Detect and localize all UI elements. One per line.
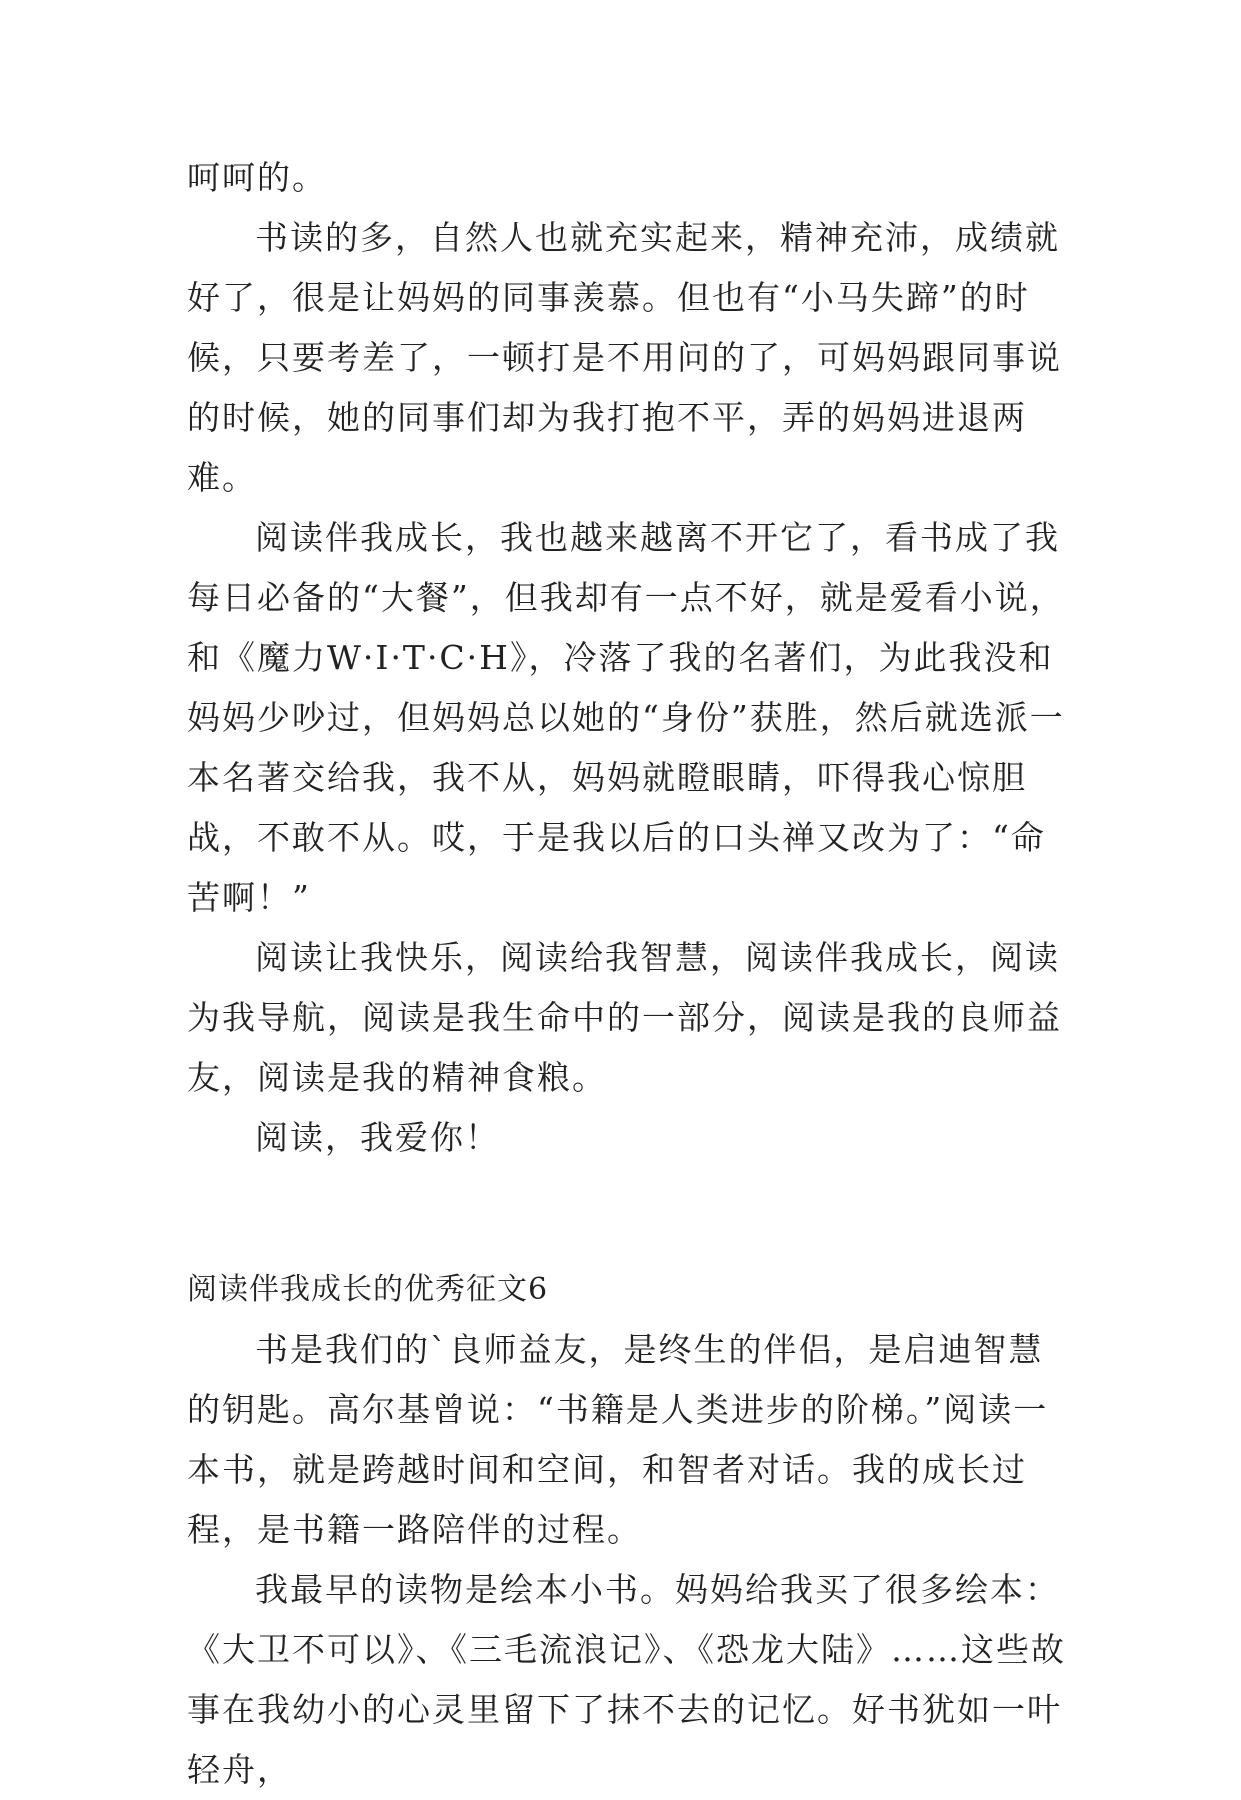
section-gap [187, 1168, 1067, 1260]
paragraph: 书读的多，自然人也就充实起来，精神充沛，成绩就好了，很是让妈妈的同事羡慕。但也有“小马失蹄”的时候，只要考差了，一顿打是不用问的了，可妈妈跟同事说的时候，她的同事们却为我打抱不平，弄的妈妈进退两难。 [187, 218, 1062, 497]
paragraph: 阅读伴我成长，我也越来越离不开它了，看书成了我每日必备的“大餐”，但我却有一点不好，就是爱看小说，和《魔力W·I·T·C·H》，冷落了我的名著们，为此我没和妈妈少吵过，但妈妈总以她的“身份”获胜，然后就选派一本名著交给我，我不从，妈妈就瞪眼睛，吓得我心惊胆战，不敢不从。哎，于是我以后的口头禅又改为了：“命苦啊！” [187, 518, 1065, 917]
document-body [187, 148, 1067, 1800]
paragraph: 阅读，我爱你！ [255, 1118, 500, 1157]
section-title: 阅读伴我成长的优秀征文6 [187, 1272, 549, 1307]
paragraph: 阅读让我快乐，阅读给我智慧，阅读伴我成长，阅读为我导航，阅读是我生命中的一部分，阅读是我的良师益友，阅读是我的精神食粮。 [187, 938, 1062, 1097]
paragraph: 书是我们的`良师益友，是终生的伴侣，是启迪智慧的钥匙。高尔基曾说：“书籍是人类进步的阶梯。”阅读一本书，就是跨越时间和空间，和智者对话。我的成长过程，是书籍一路陪伴的过程。 [187, 1330, 1049, 1549]
paragraph-continuation: 呵呵的。 [187, 158, 327, 197]
paragraph: 我最早的读物是绘本小书。妈妈给我买了很多绘本：《大卫不可以》、《三毛流浪记》、《恐龙大陆》……这些故事在我幼小的心灵里留下了抹不去的记忆。好书犹如一叶轻舟， [187, 1570, 1066, 1789]
